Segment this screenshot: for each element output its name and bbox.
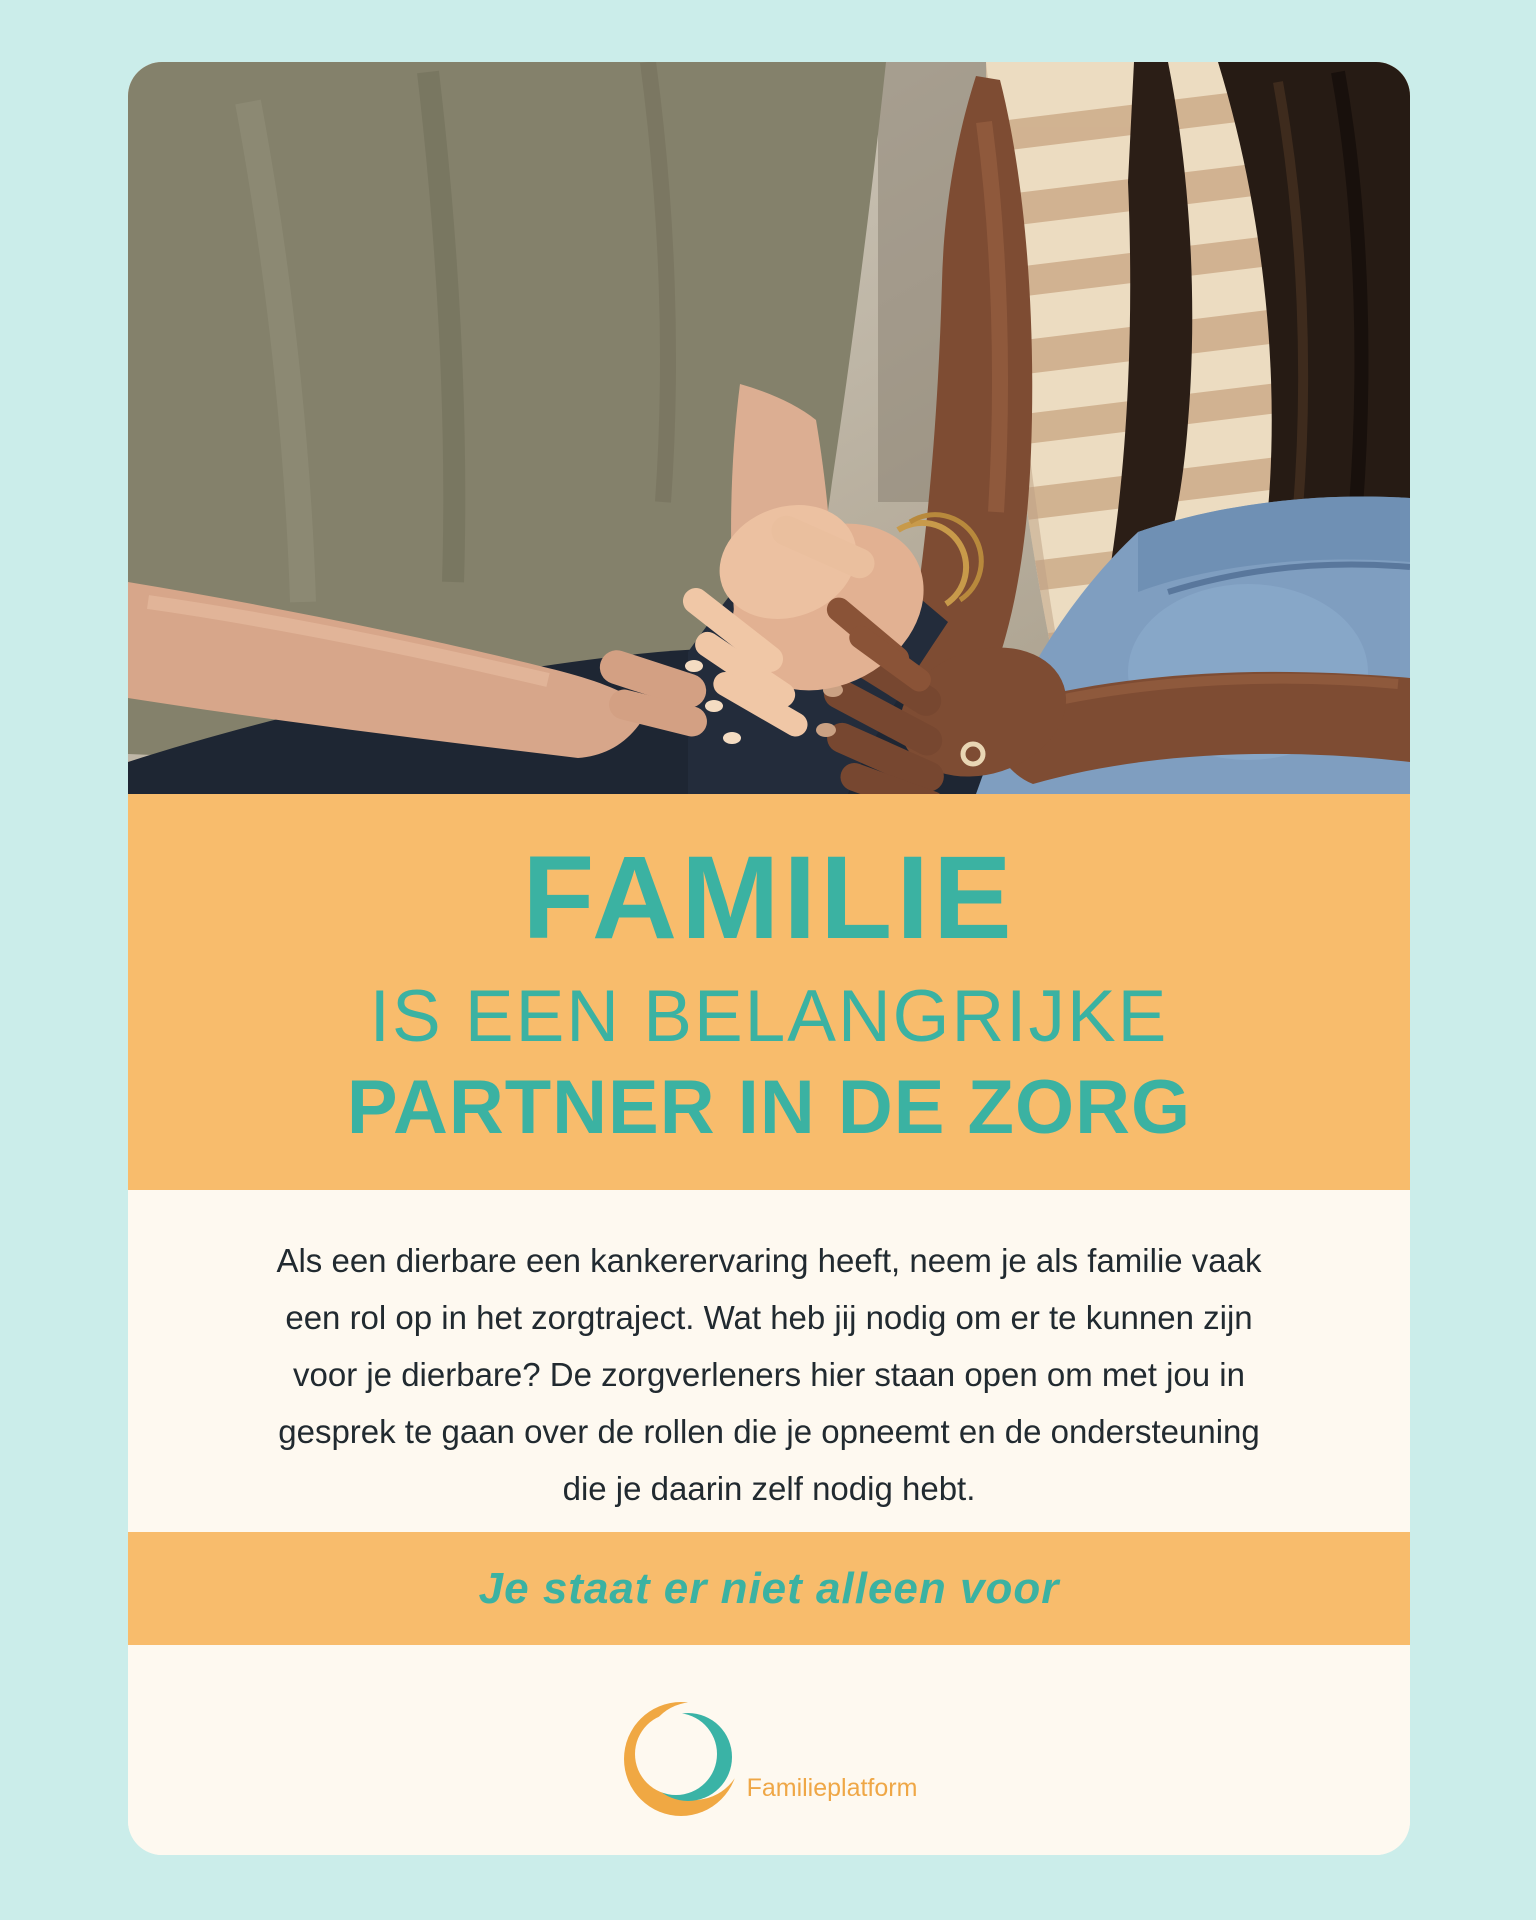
title-line2: IS EEN BELANGRIJKE bbox=[369, 976, 1169, 1057]
holding-hands-illustration bbox=[128, 62, 1410, 794]
tagline-band bbox=[128, 1532, 1410, 1645]
body-line-4: gesprek te gaan over de rollen die je opneemt en de ondersteuning bbox=[278, 1413, 1260, 1450]
body-section bbox=[128, 1190, 1410, 1532]
body-line-2: een rol op in het zorgtraject. Wat heb jij nodig om er te kunnen zijn bbox=[285, 1299, 1253, 1336]
title-band bbox=[128, 794, 1410, 1190]
title-familie: FAMILIE bbox=[522, 832, 1016, 964]
body-line-1: Als een dierbare een kankerervaring heeft, neem je als familie vaak bbox=[276, 1242, 1262, 1279]
logo-ring-icon bbox=[621, 1695, 745, 1819]
hero-photo bbox=[128, 62, 1410, 794]
body-line-3: voor je dierbare? De zorgverleners hier staan open om met jou in bbox=[292, 1356, 1245, 1393]
flyer-card bbox=[128, 62, 1410, 1855]
tagline-text: Je staat er niet alleen voor bbox=[478, 1563, 1060, 1613]
familieplatform-logo bbox=[621, 1695, 918, 1819]
footer-section bbox=[128, 1645, 1410, 1855]
logo-text: Familieplatform bbox=[746, 1774, 918, 1802]
title-line3: PARTNER IN DE ZORG bbox=[346, 1065, 1192, 1150]
body-line-5: die je daarin zelf nodig hebt. bbox=[562, 1470, 976, 1507]
